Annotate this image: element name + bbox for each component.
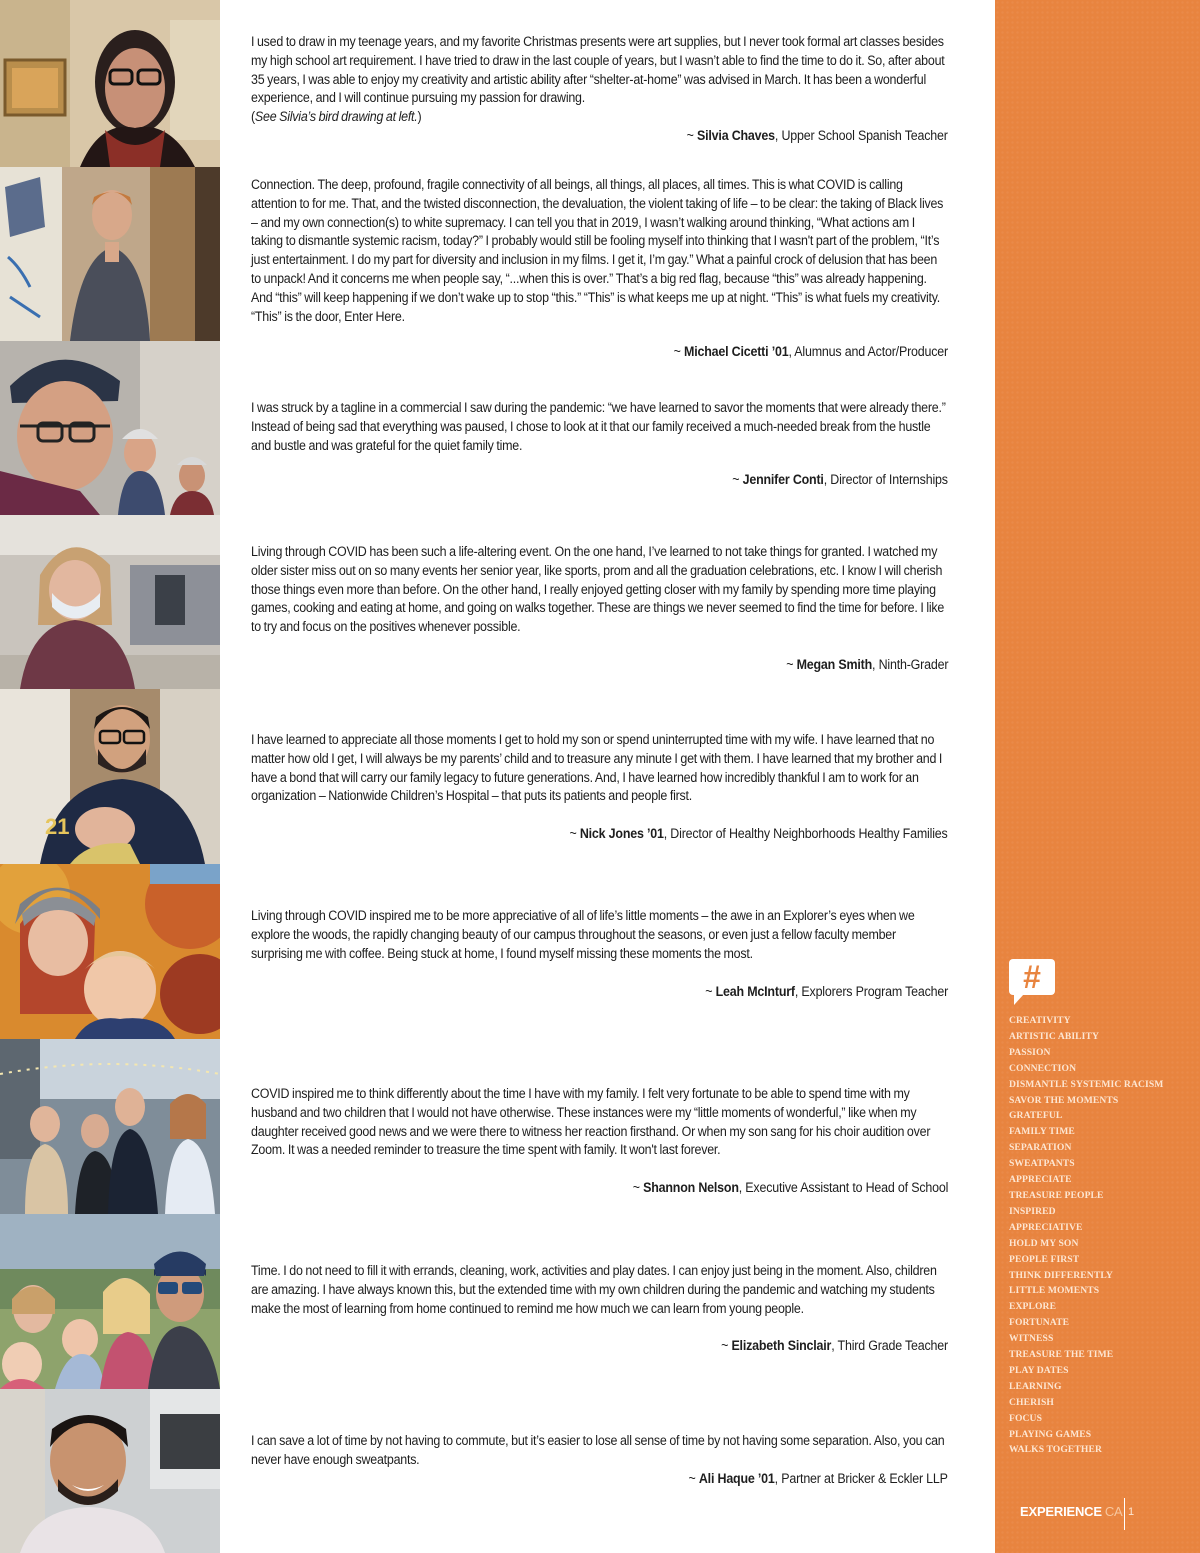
hashtag-item: ARTISTIC ABILITY [1009,1030,1100,1042]
author-role: , Explorers Program Teacher [794,984,948,999]
quote-attribution: ~ Jennifer Conti, Director of Internships [732,472,948,487]
photo-leah-mcinturf [0,864,220,1039]
quote-attribution: ~ Nick Jones ’01, Director of Healthy Neighborhoods Healthy Families [569,826,948,841]
quote-elizabeth-sinclair [251,1262,948,1359]
author-role: , Upper School Spanish Teacher [775,128,948,143]
quote-leah-mcinturf [251,907,948,1004]
hashtag-item: CREATIVITY [1009,1015,1071,1026]
author-name: Nick Jones ’01 [580,826,665,841]
hashtag-item: PLAYING GAMES [1009,1428,1092,1440]
hashtag-sidebar [995,0,1200,1553]
svg-text:21: 21 [45,814,70,839]
hashtag-item: FOCUS [1009,1412,1043,1424]
quote-note: See Silvia’s bird drawing at left. [254,109,418,125]
hashtag-item: WITNESS [1009,1333,1054,1345]
author-name: Megan Smith [796,657,872,672]
hashtag-item: APPRECIATE [1009,1174,1072,1186]
quote-text: Connection. The deep, profound, fragile connectivity of all beings, all things, all places, all times. This is what COVID is calling attention to for me. That, and the twisted disconnection, the devaluation, the violent taking of life – to be clear: the taking of Black lives – and my own connection(s) to white supremacy. I can tell you that in 2019, I wasn’t walking around thinking, “What actions am I taking to dismantle systemic racism, today?” I probably would still be fooling myself into thinking that I wasn't part of the problem, “It’s just entertainment. I do my part for diversity and inclusion in my films. I get it, I’m gay.” What a painful crock of delusion that has been to unpack! And it concerns me when people say, “...when this is over.” That’s a big red flag, because “this” was already happening. And “this” will keep happening if we don’t wake up to stop “this.” “This” is what keeps me up at night. “This” is what fuels my creativity. “This” is the door, Enter Here. [251,177,944,324]
author-role: , Alumnus and Actor/Producer [788,344,948,359]
hashtag-item: INSPIRED [1009,1205,1056,1217]
photo-shannon-nelson [0,1039,220,1214]
photo-elizabeth-sinclair [0,1214,220,1389]
quote-text: Time. I do not need to fill it with errands, cleaning, work, activities and play dates. I can enjoy just being in the moment. Also, children are amazing. I have always known this, but the extended time with my own children during the pandemic and watching my students make the most of learning from home continued to remind me how much we can learn from young people. [251,1263,937,1316]
quote-ali-haque [251,1432,948,1492]
hashtag-item: PLAY DATES [1009,1364,1069,1376]
author-name: Michael Cicetti ’01 [684,344,789,359]
section-suffix: CA [1104,1504,1123,1519]
author-role: , Third Grade Teacher [831,1338,948,1353]
author-name: Silvia Chaves [697,128,776,143]
hashtag-item: TREASURE THE TIME [1009,1349,1114,1361]
hashtag-item: SWEATPANTS [1009,1158,1075,1170]
hashtag-item: GRATEFUL [1009,1110,1063,1122]
hashtag-item: CONNECTION [1009,1062,1077,1074]
author-name: Elizabeth Sinclair [731,1338,832,1353]
quote-text: I used to draw in my teenage years, and my favorite Christmas presents were art supplies, but I never took formal art classes besides my high school art requirement. I have tried to draw in the last couple of years, but I wasn’t able to find the time to do it. So, after about 35 years, I was able to enjoy my creativity and artistic ability after “shelter-at-home” was advised in March. It has been a wonderful experience, and I will continue pursuing my passion for drawing. (See Silvia’s bird drawing at left.) [251,34,945,125]
photo-megan-smith [0,515,220,689]
quote-michael-cicetti [251,176,948,366]
hashtag-item: FAMILY TIME [1009,1126,1075,1138]
author-name: Ali Haque ’01 [699,1471,775,1486]
hashtag-speech-bubble-icon [1008,958,1056,1006]
hashtag-item: LITTLE MOMENTS [1009,1285,1100,1297]
hashtag-item: APPRECIATIVE [1009,1221,1083,1233]
author-name: Jennifer Conti [742,472,824,487]
quote-jennifer-conti [251,399,948,494]
quote-silvia-chaves [251,33,948,149]
hashtag-item: SEPARATION [1009,1142,1072,1154]
quote-nick-jones [251,731,948,847]
author-name: Shannon Nelson [642,1180,739,1195]
hashtag-item: PEOPLE FIRST [1009,1253,1080,1265]
photo-ali-haque [0,1389,220,1553]
hashtag-item: LEARNING [1009,1380,1062,1392]
author-role: , Partner at Bricker & Eckler LLP [774,1471,948,1486]
author-role: , Director of Healthy Neighborhoods Healthy Families [664,826,948,841]
hashtag-item: THINK DIFFERENTLY [1009,1269,1113,1281]
quote-attribution: ~ Shannon Nelson, Executive Assistant to Head of School [632,1180,948,1195]
author-role: , Director of Internships [823,472,948,487]
photo-nick-jones [0,689,220,864]
quote-text: I was struck by a tagline in a commercial I saw during the pandemic: “we have learned to savor the moments that were already there.” Instead of being sad that everything was paused, I chose to look at it that our family received a much-needed break from the hustle and bustle and was grateful for the quiet family time. [251,400,946,453]
quote-text: Living through COVID inspired me to be more appreciative of all of life’s little moments – the awe in an Explorer’s eyes when we explore the woods, the rapidly changing beauty of our campus throughout the seasons, or even just a fellow faculty member surprising me with coffee. Being stuck at home, I found myself missing these moments the most. [251,908,915,961]
hash-symbol: # [1023,959,1041,995]
quote-attribution: ~ Ali Haque ’01, Partner at Bricker & Eckler LLP [688,1471,948,1486]
section-label: EXPERIENCE [1020,1504,1102,1519]
quote-attribution: ~ Megan Smith, Ninth-Grader [785,657,948,672]
photo-strip [0,0,220,1553]
hashtag-item: CHERISH [1009,1396,1054,1408]
quote-text: I have learned to appreciate all those moments I get to hold my son or spend uninterrupted time with my wife. I have learned that no matter how old I get, I will always be my parents’ child and to treasure any minute I get with them. I have learned that my brother and I have a bond that will carry our family legacy to future generations. And, I have learned how incredibly thankful I am to work for an organization – Nationwide Children’s Hospital – that puts its patients and people first. [251,732,943,804]
quote-attribution: ~ Elizabeth Sinclair, Third Grade Teacher [721,1338,948,1353]
photo-michael-cicetti [0,167,220,341]
author-name: Leah McInturf [715,984,795,999]
author-role: , Executive Assistant to Head of School [738,1180,948,1195]
quote-attribution: ~ Silvia Chaves, Upper School Spanish Teacher [686,128,948,143]
hashtag-item: PASSION [1009,1046,1051,1058]
quote-shannon-nelson [251,1085,948,1201]
section-footer [1020,1504,1122,1519]
hashtag-item: HOLD MY SON [1009,1237,1079,1249]
hashtag-item: FORTUNATE [1009,1317,1070,1329]
quote-text: I can save a lot of time by not having to commute, but it’s easier to lose all sense of time by not having some separation. Also, you can never have enough sweatpants. [251,1433,945,1467]
hashtag-list [1009,1013,1163,1458]
page-number: 1 [1128,1506,1135,1518]
hashtag-item: WALKS TOGETHER [1009,1444,1103,1456]
hashtag-item: SAVOR THE MOMENTS [1009,1094,1119,1106]
footer-divider [1124,1498,1125,1530]
quote-attribution: ~ Leah McInturf, Explorers Program Teacher [705,984,948,999]
quote-text: Living through COVID has been such a life-altering event. On the one hand, I’ve learned to not take things for granted. I watched my older sister miss out on so many events her senior year, like sports, prom and all the graduation celebrations, etc. I know I will cherish those things even more than before. On the other hand, I really enjoyed getting closer with my family by spending more time playing games, cooking and eating at home, and going on walks together. These are things we never seemed to find the time for before. I like to try and focus on the positives whenever possible. [251,544,945,635]
photo-silvia-chaves [0,0,220,167]
hashtag-item: DISMANTLE SYSTEMIC RACISM [1009,1078,1164,1090]
quote-attribution: ~ Michael Cicetti ’01, Alumnus and Actor/Producer [673,344,948,359]
photo-jennifer-conti [0,341,220,515]
hashtag-item: EXPLORE [1009,1301,1057,1313]
quote-text: COVID inspired me to think differently about the time I have with my family. I felt very fortunate to be able to spend time with my husband and two children that I would not have otherwise. These instances were my “little moments of wonderful,” like when my daughter received good news and we were there to witness her reaction firsthand. Or when my son sang for his choir audition over Zoom. It was a needed reminder to treasure the time spent with family. It won't last forever. [251,1086,931,1158]
quote-megan-smith [251,543,948,678]
hashtag-item: TREASURE PEOPLE [1009,1189,1104,1201]
author-role: , Ninth-Grader [871,657,948,672]
